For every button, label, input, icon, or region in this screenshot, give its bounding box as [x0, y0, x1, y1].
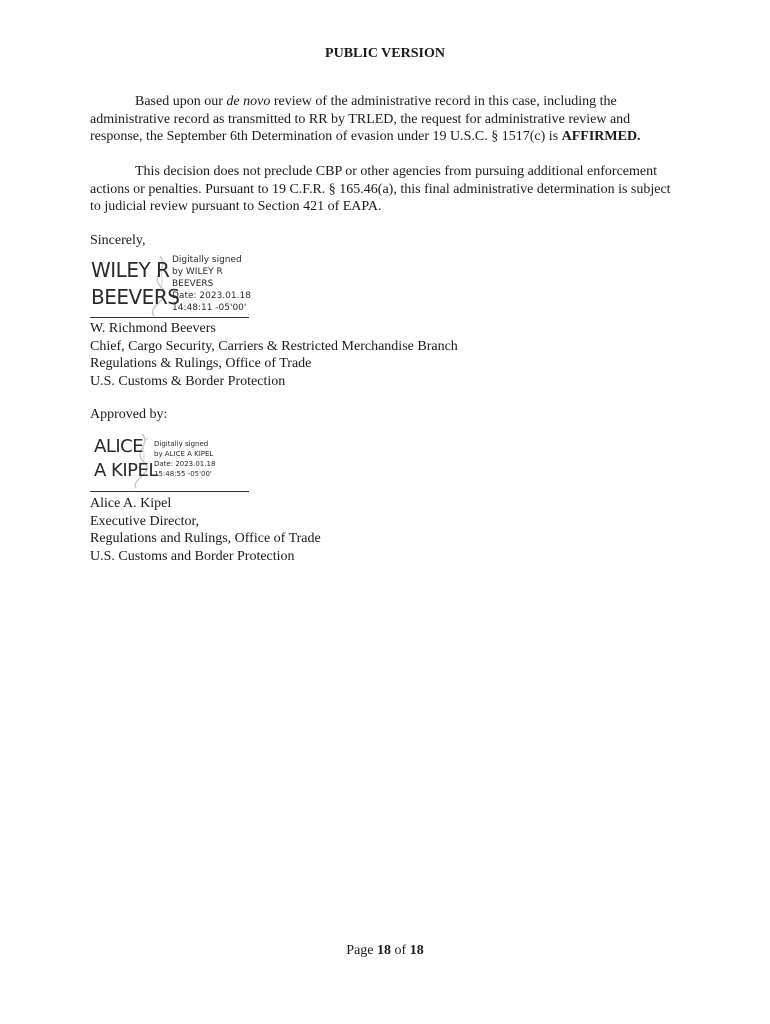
signature-detail-line: 14:48:11 -05'00': [172, 303, 247, 313]
signature-name-line2: BEEVERS: [91, 285, 180, 309]
signature-rule: [90, 317, 249, 318]
closing-sincerely: Sincerely,: [90, 233, 146, 248]
signer-block-beevers: [90, 320, 458, 390]
page-total-number: 18: [409, 943, 424, 958]
signature-details: [172, 254, 252, 314]
paragraph-decision-text-start: Based upon our: [135, 94, 227, 109]
signature-detail-line: 15:48:55 -05'00': [154, 470, 212, 478]
signature-detail-line: Date: 2023.01.18: [154, 460, 216, 468]
signature-details: [154, 439, 234, 479]
signature-detail-line: Digitally signed: [154, 440, 209, 448]
page-current-number: 18: [377, 943, 392, 958]
closing-approved-by: Approved by:: [90, 407, 168, 422]
signature-rule: [90, 491, 249, 492]
signer-name: Alice A. Kipel: [90, 496, 172, 511]
page-header-title: PUBLIC VERSION: [325, 46, 445, 61]
signature-name-line1: ALICE: [94, 436, 144, 457]
signer-title: Chief, Cargo Security, Carriers & Restricted Merchandise Branch: [90, 338, 458, 354]
paragraph-judicial-review: [90, 163, 675, 216]
signer-office: Regulations and Rulings, Office of Trade: [90, 531, 321, 547]
signature-detail-line: by WILEY R: [172, 267, 223, 277]
signer-agency: U.S. Customs & Border Protection: [90, 373, 286, 389]
digital-signature-kipel: [90, 432, 250, 492]
signature-detail-line: by ALICE A KIPEL: [154, 450, 214, 458]
paragraph-decision-italic: de novo: [226, 94, 271, 109]
digital-signature-beevers: [90, 254, 250, 318]
signature-detail-line: Date: 2023.01.18: [172, 291, 251, 301]
signer-name: W. Richmond Beevers: [90, 321, 216, 336]
signature-detail-line: Digitally signed: [172, 255, 242, 265]
paragraph-decision: [90, 93, 675, 146]
signer-title: Executive Director,: [90, 513, 200, 529]
signer-agency: U.S. Customs and Border Protection: [90, 548, 295, 564]
paragraph-decision-text-end: review of the administrative record in this case, including the administrative record as transmitted to RR by TRLED, the request for administrative review and response, the September 6th Determination of evasion under 19 U.S.C. § 1517(c) is: [90, 94, 631, 145]
signer-office: Regulations & Rulings, Office of Trade: [90, 356, 312, 372]
paragraph-judicial-review-text: This decision does not preclude CBP or other agencies from pursuing additional enforcement actions or penalties. Pursuant to 19 C.F.R. § 165.46(a), this final administrative determination is subject to judicial review pursuant to Section 421 of EAPA.: [90, 164, 671, 215]
page-footer: [0, 943, 770, 959]
page-label: Page: [346, 943, 374, 958]
signature-name-line2: A KIPEL: [94, 460, 158, 481]
signature-detail-line: BEEVERS: [172, 279, 214, 289]
page-of-label: of: [394, 943, 407, 958]
signer-block-kipel: [90, 495, 321, 565]
paragraph-decision-affirmed: AFFIRMED.: [561, 129, 641, 145]
signature-name-line1: WILEY R: [91, 258, 170, 282]
